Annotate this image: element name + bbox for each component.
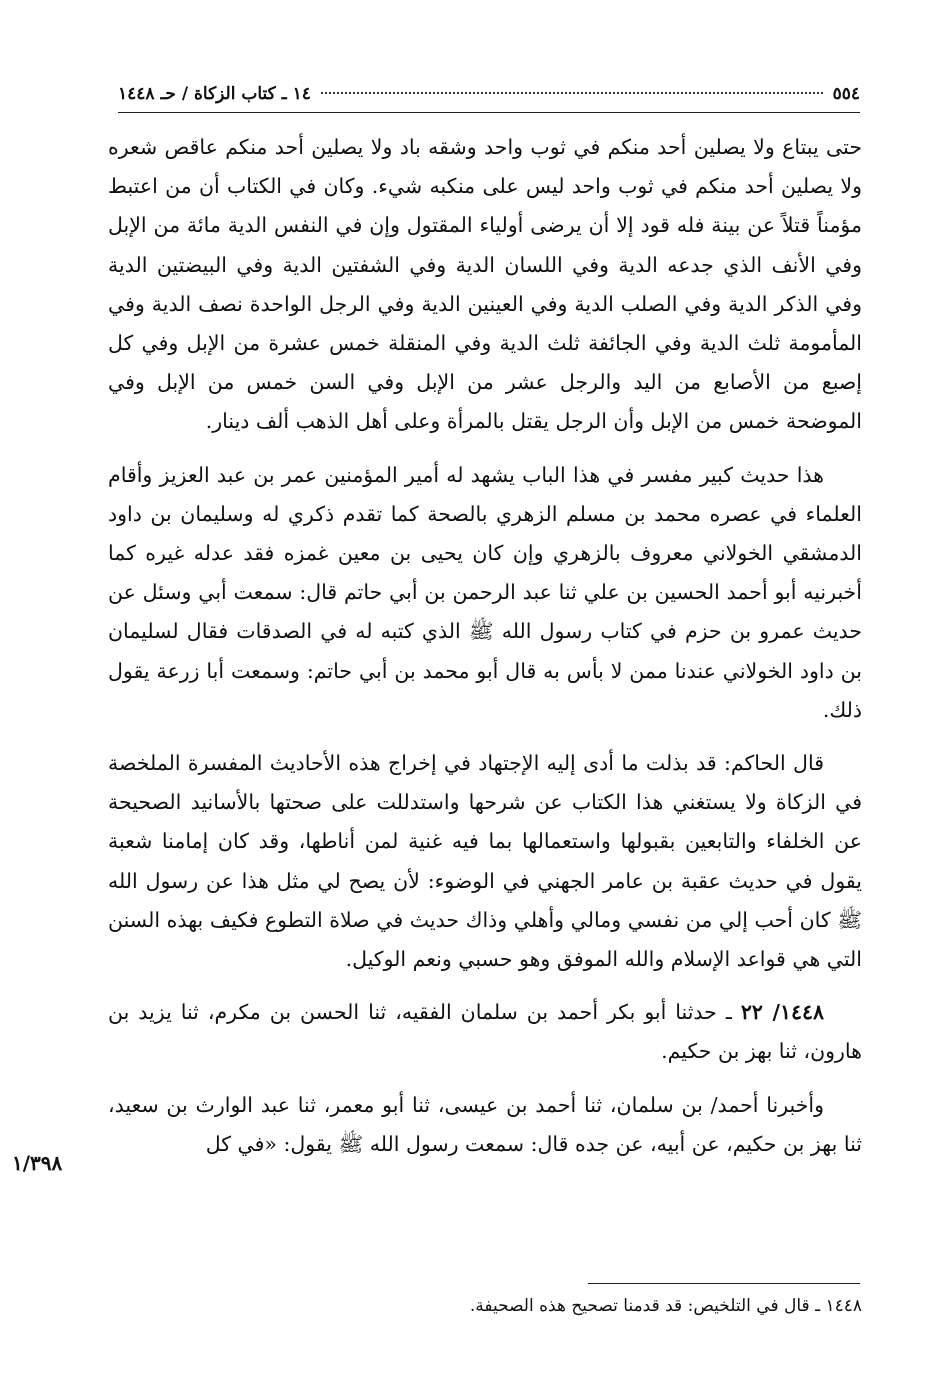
page-header xyxy=(118,84,860,104)
running-title: ١٤ ـ كتاب الزكاة / حـ ١٤٤٨ xyxy=(118,84,311,104)
hadith-text: ـ حدثنا أبو بكر أحمد بن سلمان الفقيه، ثنا الحسن بن مكرم، ثنا يزيد بن هارون، ثنا بهز بن حكيم. xyxy=(108,1000,862,1064)
hadith-paragraph xyxy=(108,993,862,1071)
paragraph-2: هذا حديث كبير مفسر في هذا الباب يشهد له أمير المؤمنين عمر بن عبد العزيز وأقام العلماء في عصره محمد بن مسلم الزهري بالصحة كما تقدم ذكري له وسليمان بن داود الدمشقي الخولاني معروف بالزهري وإن كان يحيى بن معين غمزه فقد عدله غيره كما أخبرنيه أبو أحمد الحسين بن علي ثنا عبد الرحمن بن أبي حاتم قال: سمعت أبي وسئل عن حديث عمرو بن حزم في كتاب رسول الله ﷺ الذي كتبه له في الصدقات فقال لسليمان بن داود الخولاني عندنا ممن لا بأس به قال أبو محمد بن أبي حاتم: وسمعت أبا زرعة يقول ذلك. xyxy=(108,462,862,722)
footnote: ١٤٤٨ ـ قال في التلخيص: قد قدمنا تصحيح هذه الصحيفة. xyxy=(469,1296,862,1316)
header-rule xyxy=(118,112,860,113)
main-text xyxy=(108,128,862,1178)
paragraph-3: قال الحاكم: قد بذلت ما أدى إليه الإجتهاد في إخراج هذه الأحاديث المفسرة الملخصة في الزكاة ولا يستغني هذا الكتاب عن شرحها واستدللت على صحتها بالأسانيد الصحيحة عن الخلفاء والتابعين بقبولها واستعمالها بما فيه غنية لمن أناطها، وقد كان إمامنا شعبة يقول في حديث عقبة بن عامر الجهني في الوضوء: لأن يصح لي مثل هذا عن رسول الله ﷺ كان أحب إلي من نفسي ومالي وأهلي وذاك حديث في صلاة التطوع فكيف بهذه السنن التي هي قواعد الإسلام والله الموفق وهو حسبي ونعم الوكيل. xyxy=(108,751,862,972)
header-dot-leader xyxy=(321,92,823,94)
paragraph-last: وأخبرنا أحمد/ بن سلمان، ثنا أحمد بن عيسى، ثنا أبو معمر، ثنا عبد الوارث بن سعيد، ثنا بهز بن حكيم، عن أبيه، عن جده قال: سمعت رسول الله ﷺ يقول: «في كل xyxy=(108,1092,862,1156)
footnote-rule xyxy=(588,1283,860,1284)
hadith-number: ١٤٤٨/ ٢٢ xyxy=(740,1000,824,1025)
margin-reference: ١/٣٩٨ xyxy=(12,1151,63,1175)
page-number: ٥٥٤ xyxy=(832,84,860,104)
paragraph-1: حتى يبتاع ولا يصلين أحد منكم في ثوب واحد وشقه باد ولا يصلين أحد منكم عاقص شعره ولا يصلين أحد منكم في ثوب واحد ليس على منكبه شيء. وكان في الكتاب أن من اعتبط مؤمناً قتلاً عن بينة فله قود إلا أن يرضى أولياء المقتول وإن في النفس الدية مائة من الإبل وفي الأنف الذي جدعه الدية وفي اللسان الدية وفي الشفتين الدية وفي البيضتين الدية وفي الذكر الدية وفي الصلب الدية وفي العينين الدية وفي الرجل الواحدة نصف الدية وفي المأمومة ثلث الدية وفي الجائفة ثلث الدية وفي المنقلة خمس عشرة من الإبل وفي كل إصبع من الأصابع من اليد والرجل عشر من الإبل وفي السن خمس من الإبل وفي الموضحة خمس من الإبل وأن الرجل يقتل بالمرأة وعلى أهل الذهب ألف دينار. xyxy=(108,135,862,434)
